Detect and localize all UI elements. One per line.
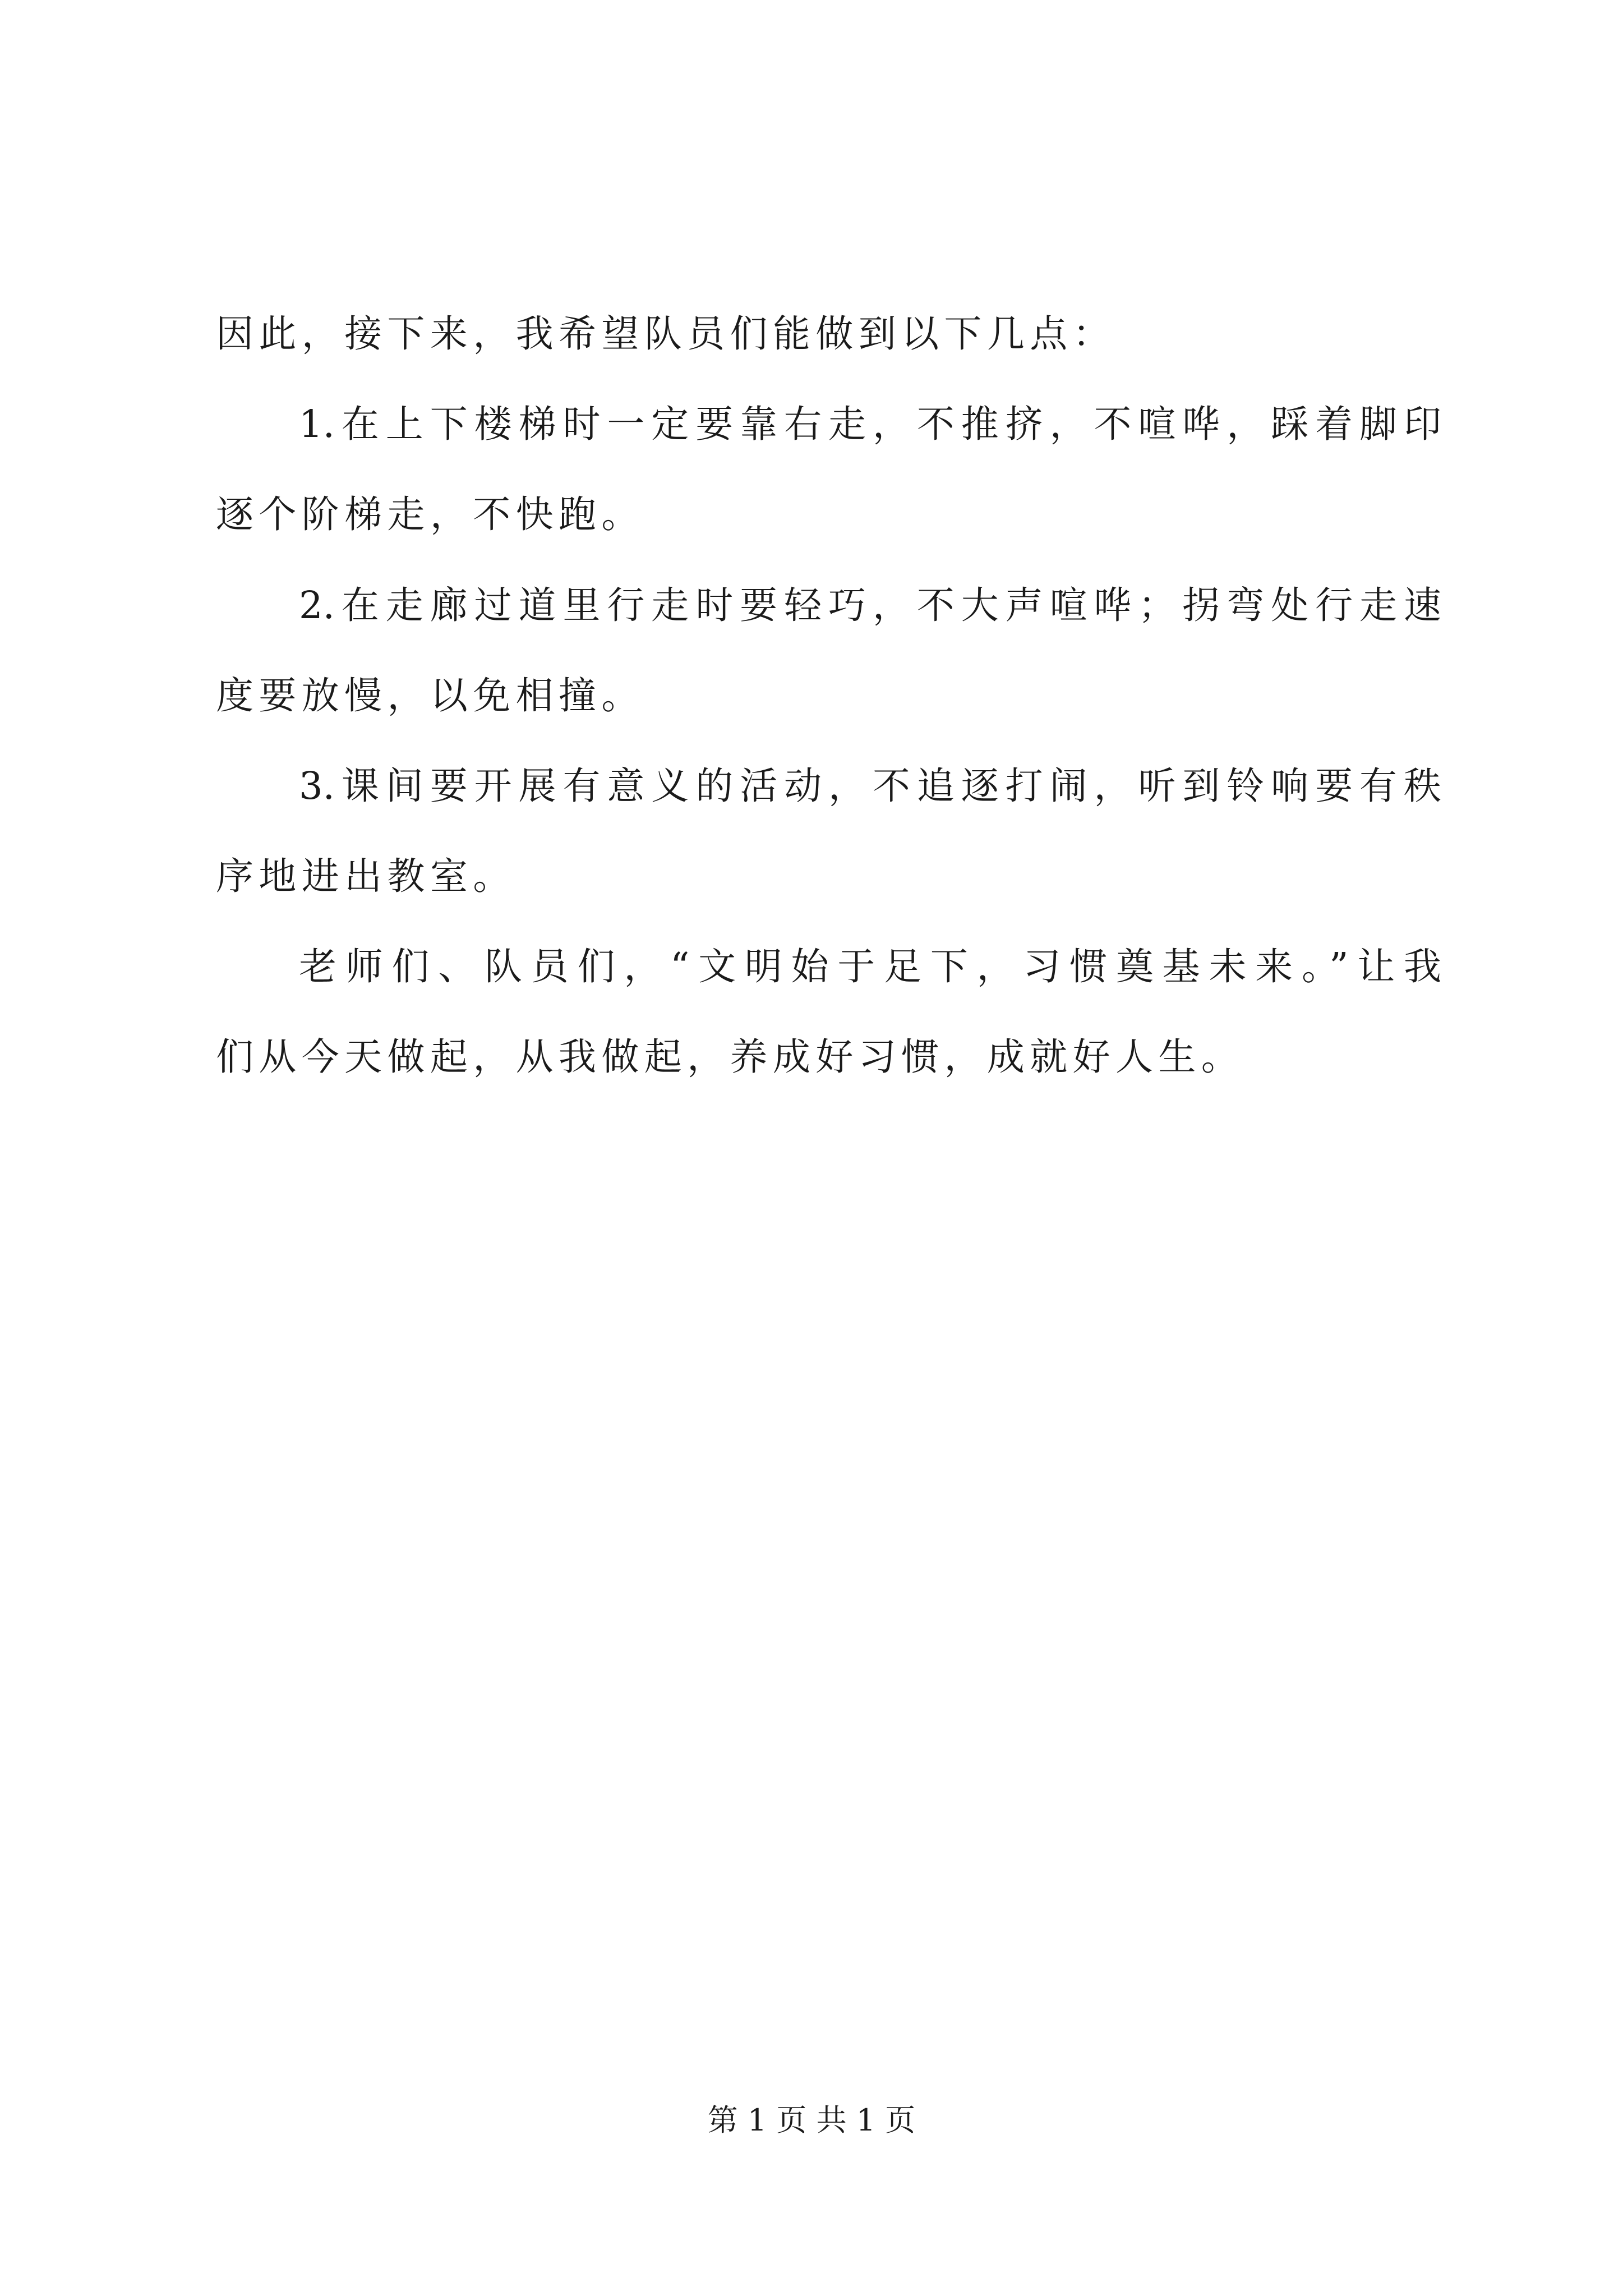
closing-paragraph-line-1: 老师们、队员们，“文明始于足下，习惯奠基未来。”让我 <box>299 945 1441 988</box>
list-item-1-line-2: 逐个阶梯走，不快跑。 <box>216 493 644 536</box>
page-number-footer: 第 1 页 共 1 页 <box>707 2102 916 2138</box>
list-item-3-line-2: 序地进出教室。 <box>216 854 516 898</box>
list-item-2-line-1: 2.在走廊过道里行走时要轻巧，不大声喧哗；拐弯处行走速 <box>299 583 1441 627</box>
list-item-1-line-1: 1.在上下楼梯时一定要靠右走，不推挤，不喧哗，踩着脚印 <box>299 402 1441 446</box>
list-item-3-line-1: 3.课间要开展有意义的活动，不追逐打闹，听到铃响要有秩 <box>299 764 1441 808</box>
list-item-2-line-2: 度要放慢，以免相撞。 <box>216 674 644 717</box>
paragraph-intro-line: 因此，接下来，我希望队员们能做到以下几点： <box>216 312 1115 356</box>
closing-paragraph-line-2: 们从今天做起，从我做起，养成好习惯，成就好人生。 <box>216 1035 1244 1079</box>
